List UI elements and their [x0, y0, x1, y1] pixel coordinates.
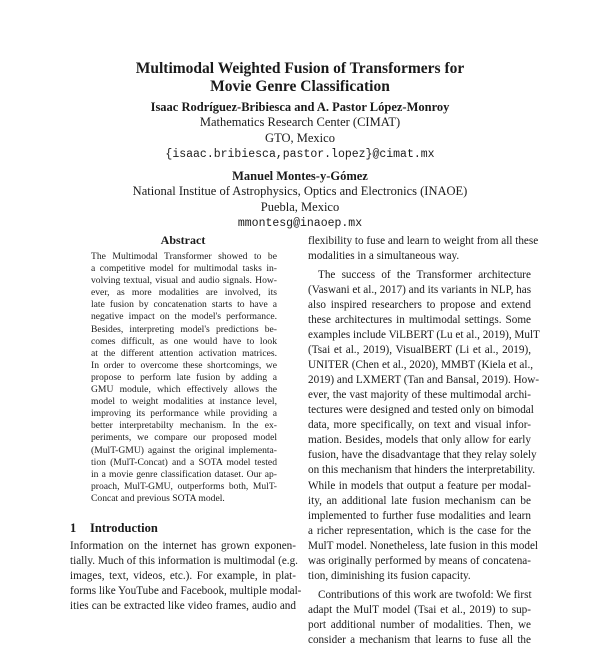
paper-title-line-1: Multimodal Weighted Fusion of Transformers for: [135, 60, 465, 77]
body-line: fusion, have the disadvantage that they relay solely: [308, 449, 537, 462]
abstract-line: GMU module, which effectively allows the: [91, 384, 277, 396]
abstract-line: at the different attention activation matrices.: [91, 347, 277, 359]
body-line: flexibility to fuse and learn to weight from all these: [308, 235, 539, 247]
body-line: tion, diminishing its fusion capacity.: [308, 569, 471, 582]
body-line: these architectures in multimodal settings. Some: [308, 314, 531, 327]
abstract-line: a competitive model for multimodal tasks in-: [91, 263, 277, 275]
abstract-line: model to weight modalities at instance level,: [91, 396, 277, 408]
author-email-1: {isaac.bribiesca,pastor.lopez}@cimat.mx: [165, 148, 435, 161]
abstract-line: volving textual, visual and audio signals. How-: [91, 275, 277, 287]
author-names-1: Isaac Rodríguez-Bribiesca and A. Pastor López-Monroy: [150, 100, 450, 114]
abstract-line: propose to perform late fusion by adding a: [91, 371, 277, 383]
body-line: on this mechanism that hinders the interpretability.: [308, 464, 536, 477]
body-line: consider a mechanism that learns to fuse all the: [308, 633, 531, 646]
body-line: mation. Besides, models that only allow for early: [308, 434, 531, 447]
abstract-line: In order to overcome these shortcomings, we: [91, 359, 277, 371]
body-line: port additional number of modalities. Then, we: [308, 618, 531, 631]
body-line: was originally performed by means of concatena-: [308, 554, 531, 567]
intro-line: forms like YouTube and Facebook, multiple modal-: [70, 585, 302, 597]
abstract-line: improving its performance while providing a: [91, 408, 277, 420]
introduction-body: [70, 539, 302, 614]
body-line: data, more specifically, on text and visual infor-: [308, 419, 531, 432]
section-number: 1: [70, 521, 77, 535]
author-affiliation-1: Mathematics Research Center (CIMAT): [199, 115, 401, 129]
body-line: tectures were designed and tested only on bimodal: [308, 404, 534, 417]
author-name-2: Manuel Montes-y-Gómez: [232, 169, 368, 183]
body-line: UNITER (Chen et al., 2020), MMBT (Kiela et al.,: [308, 359, 534, 372]
abstract-line: Concat and previous SOTA model.: [91, 492, 225, 504]
section-title: Introduction: [90, 521, 158, 535]
body-line: ity, an additional late fusion mechanism can be: [308, 494, 531, 507]
abstract-line: negative impact on the model's performance.: [91, 311, 277, 323]
body-line: MulT model. Nonetheless, late fusion in this model: [308, 539, 539, 552]
body-line: also inspired researchers to propose and extend: [308, 299, 531, 312]
right-column: [308, 234, 540, 648]
body-line: ever, the vast majority of these multimodal archi-: [308, 389, 531, 402]
abstract-line: Besides, interpreting model's predictions be-: [91, 323, 277, 335]
abstract-line: tion (MulT-Concat) and a SOTA model tested: [91, 456, 277, 468]
abstract-line: better interpretabilty mechanism. In the ex-: [91, 420, 277, 432]
body-line: The success of the Transformer architecture: [318, 269, 531, 282]
abstract-line: (MulT-GMU) against the original implementa-: [91, 444, 277, 456]
body-line: examples include ViLBERT (Lu et al., 2019), MulT: [308, 329, 540, 342]
abstract-line: proach, MulT-GMU, outperforms both, MulT-: [91, 480, 277, 492]
body-line: modalities in a simultaneous way.: [308, 250, 460, 263]
author-affiliation-2: National Institue of Astrophysics, Optics and Electronics (INAOE): [132, 184, 468, 198]
abstract-line: periments, we compare our proposed model: [91, 432, 277, 444]
abstract-line: comes difficult, as one would have to look: [91, 335, 277, 347]
abstract-body: [91, 251, 277, 505]
body-line: implemented to further fuse modalities and learn: [308, 509, 531, 522]
body-line: 2019) and LXMERT (Tan and Bansal, 2019). How-: [308, 374, 540, 387]
section-heading-introduction: [70, 520, 158, 536]
intro-line: ities can be extracted like video frames, audio and: [70, 600, 296, 612]
body-line: adapt the MulT model (Tsai et al., 2019) to sup-: [308, 603, 531, 616]
abstract-heading: Abstract: [160, 233, 206, 247]
abstract-line: The Multimodal Transformer showed to be: [91, 251, 277, 262]
abstract-line: late fusion by concatenation starts to have a: [91, 299, 277, 311]
body-line: (Vaswani et al., 2017) and its variants in NLP, has: [308, 284, 532, 297]
body-line: Contributions of this work are twofold: We first: [318, 588, 532, 601]
author-email-2: mmontesg@inaoep.mx: [237, 217, 363, 230]
paper-title-line-2: Movie Genre Classification: [210, 78, 390, 95]
abstract-line: in a movie genre classification dataset. Our ap-: [91, 468, 277, 480]
body-line: While in models that output a feature per modal-: [308, 479, 531, 492]
intro-line: Information on the internet has grown exponen-: [70, 540, 296, 552]
author-location-1: GTO, Mexico: [265, 131, 335, 145]
author-location-2: Puebla, Mexico: [260, 200, 340, 214]
abstract-line: ever, as more modalities are involved, its: [91, 287, 277, 299]
intro-line: tially. Much of this information is multimodal (e.g.: [70, 555, 298, 567]
intro-line: images, text, videos, etc.). For example, in plat-: [70, 570, 296, 582]
body-line: a richer representation, which is the case for the: [308, 524, 531, 537]
body-line: (Tsai et al., 2019), VisualBERT (Li et al., 2019),: [308, 344, 531, 357]
